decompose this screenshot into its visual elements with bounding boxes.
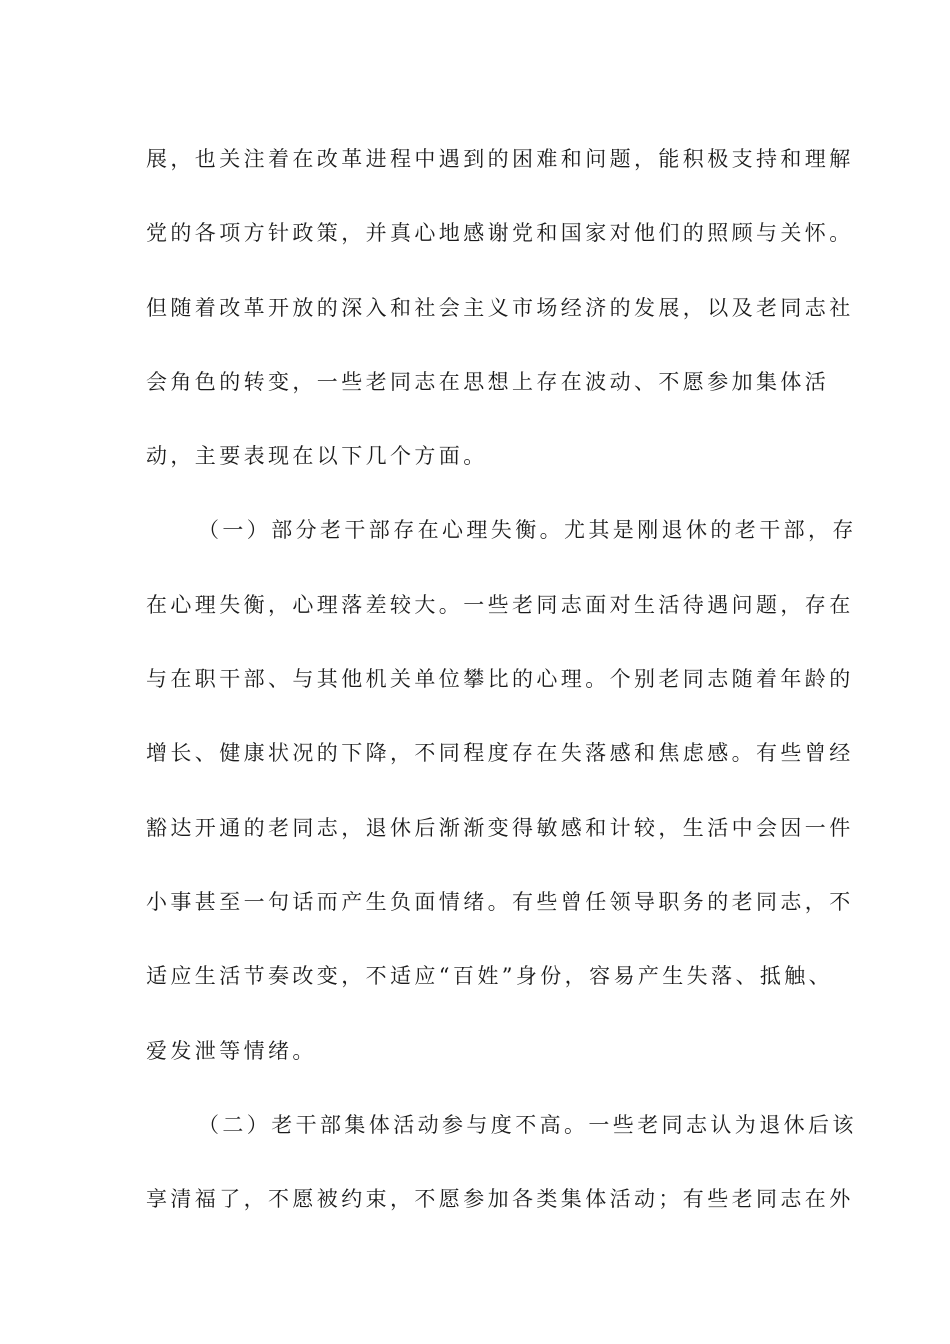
text-line: 但随着改革开放的深入和社会主义市场经济的发展，以及老同志社	[146, 295, 854, 320]
text-line: 与在职干部、与其他机关单位攀比的心理。个别老同志随着年龄的	[146, 667, 854, 692]
document-body	[146, 135, 857, 1249]
text-line: 享清福了，不愿被约束，不愿参加各类集体活动；有些老同志在外	[146, 1187, 854, 1212]
text-line: 党的各项方针政策，并真心地感谢党和国家对他们的照顾与关怀。	[146, 221, 854, 246]
text-line: 会角色的转变，一些老同志在思想上存在波动、不愿参加集体活	[146, 369, 830, 394]
text-line: 爱发泄等情绪。	[146, 1038, 317, 1063]
text-line: 豁达开通的老同志，退休后渐渐变得敏感和计较，生活中会因一件	[146, 815, 854, 840]
text-line: 展，也关注着在改革进程中遇到的困难和问题，能积极支持和理解	[146, 147, 854, 171]
text-line: 增长、健康状况的下降，不同程度存在失落感和焦虑感。有些曾经	[146, 741, 854, 766]
text-line: 小事甚至一句话而产生负面情绪。有些曾任领导职务的老同志，不	[146, 889, 854, 914]
text-line: 动，主要表现在以下几个方面。	[146, 444, 488, 469]
text-line: 在心理失衡，心理落差较大。一些老同志面对生活待遇问题，存在	[146, 592, 854, 617]
section-heading-line: （二）老干部集体活动参与度不高。一些老同志认为退休后该	[198, 1112, 857, 1137]
section-heading-line: （一）部分老干部存在心理失衡。尤其是刚退休的老干部，存	[198, 518, 857, 543]
text-line: 适应生活节奏改变，不适应“百姓”身份，容易产生失落、抵触、	[146, 964, 834, 989]
